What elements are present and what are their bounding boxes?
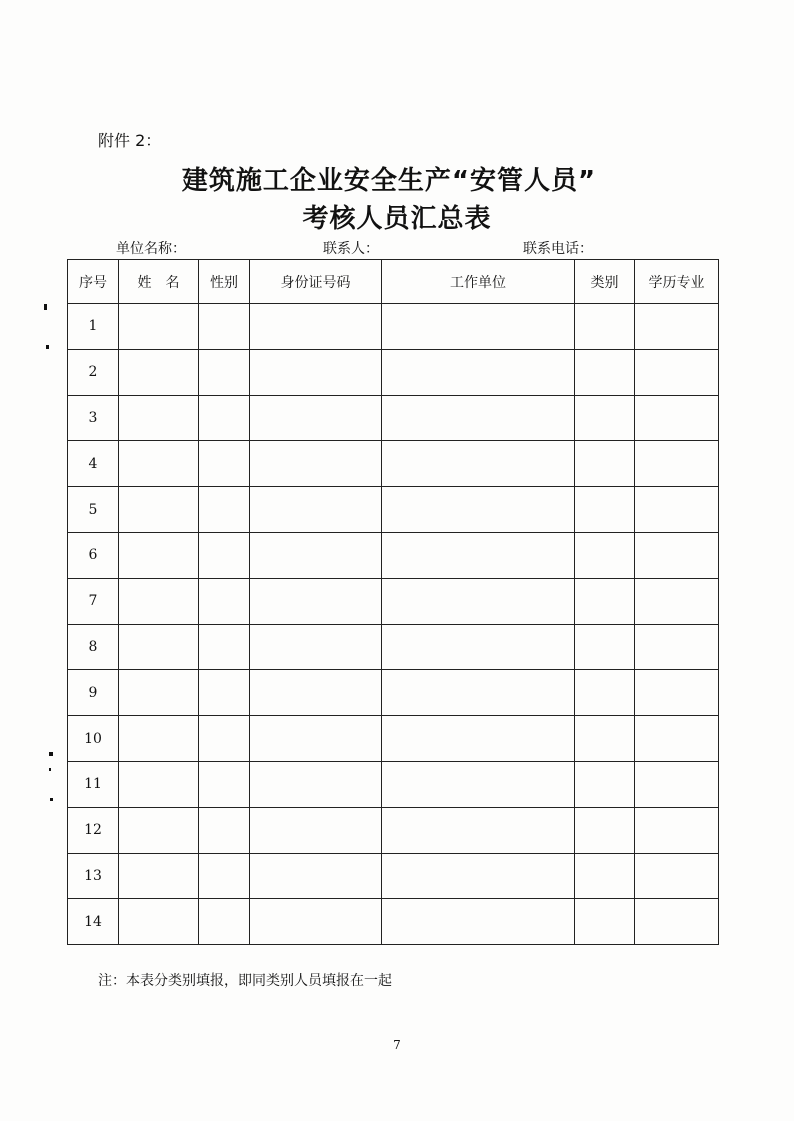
row-index-cell: 2 — [68, 349, 119, 395]
row-index-cell: 3 — [68, 395, 119, 441]
name-cell[interactable] — [119, 395, 199, 441]
footnote: 注：本表分类别填报，即同类别人员填报在一起 — [98, 973, 392, 989]
education-cell[interactable] — [635, 487, 719, 533]
id-number-cell[interactable] — [250, 578, 382, 624]
name-cell[interactable] — [119, 349, 199, 395]
category-cell[interactable] — [575, 899, 635, 945]
header-education: 学历专业 — [635, 260, 719, 304]
education-cell[interactable] — [635, 395, 719, 441]
work-unit-cell[interactable] — [382, 716, 575, 762]
table-row — [68, 532, 719, 578]
education-cell[interactable] — [635, 807, 719, 853]
education-cell[interactable] — [635, 624, 719, 670]
table-row — [68, 807, 719, 853]
category-cell[interactable] — [575, 716, 635, 762]
category-cell[interactable] — [575, 532, 635, 578]
work-unit-cell[interactable] — [382, 578, 575, 624]
gender-cell[interactable] — [199, 532, 250, 578]
category-cell[interactable] — [575, 304, 635, 350]
table-row — [68, 670, 719, 716]
work-unit-cell[interactable] — [382, 441, 575, 487]
gender-cell[interactable] — [199, 807, 250, 853]
header-work-unit: 工作单位 — [382, 260, 575, 304]
category-cell[interactable] — [575, 578, 635, 624]
category-cell[interactable] — [575, 349, 635, 395]
name-cell[interactable] — [119, 807, 199, 853]
row-index-cell: 6 — [68, 532, 119, 578]
id-number-cell[interactable] — [250, 899, 382, 945]
category-cell[interactable] — [575, 395, 635, 441]
gender-cell[interactable] — [199, 670, 250, 716]
work-unit-cell[interactable] — [382, 670, 575, 716]
gender-cell[interactable] — [199, 578, 250, 624]
name-cell[interactable] — [119, 487, 199, 533]
summary-table — [67, 259, 719, 945]
table-row — [68, 899, 719, 945]
name-cell[interactable] — [119, 670, 199, 716]
work-unit-cell[interactable] — [382, 853, 575, 899]
name-cell[interactable] — [119, 899, 199, 945]
work-unit-cell[interactable] — [382, 532, 575, 578]
row-index-cell: 9 — [68, 670, 119, 716]
education-cell[interactable] — [635, 899, 719, 945]
education-cell[interactable] — [635, 532, 719, 578]
name-cell[interactable] — [119, 716, 199, 762]
category-cell[interactable] — [575, 761, 635, 807]
row-index-cell: 11 — [68, 761, 119, 807]
category-cell[interactable] — [575, 487, 635, 533]
education-cell[interactable] — [635, 304, 719, 350]
category-cell[interactable] — [575, 853, 635, 899]
row-index-cell: 13 — [68, 853, 119, 899]
header-index: 序号 — [68, 260, 119, 304]
gender-cell[interactable] — [199, 716, 250, 762]
work-unit-cell[interactable] — [382, 624, 575, 670]
gender-cell[interactable] — [199, 304, 250, 350]
work-unit-cell[interactable] — [382, 899, 575, 945]
education-cell[interactable] — [635, 670, 719, 716]
table-row — [68, 349, 719, 395]
category-cell[interactable] — [575, 624, 635, 670]
name-cell[interactable] — [119, 853, 199, 899]
work-unit-cell[interactable] — [382, 304, 575, 350]
table-row — [68, 761, 719, 807]
gender-cell[interactable] — [199, 349, 250, 395]
row-index-cell: 7 — [68, 578, 119, 624]
attachment-label: 附件 2： — [98, 131, 162, 150]
row-index-cell: 10 — [68, 716, 119, 762]
row-index-cell: 12 — [68, 807, 119, 853]
header-category: 类别 — [575, 260, 635, 304]
table-row — [68, 304, 719, 350]
table-row — [68, 487, 719, 533]
work-unit-cell[interactable] — [382, 395, 575, 441]
education-cell[interactable] — [635, 716, 719, 762]
gender-cell[interactable] — [199, 487, 250, 533]
scan-speck-mark — [50, 798, 53, 801]
unit-name-label: 单位名称： — [116, 241, 186, 257]
document-title-line-2: 考核人员汇总表 — [302, 204, 492, 234]
scan-speck-mark — [49, 752, 53, 756]
id-number-cell[interactable] — [250, 761, 382, 807]
education-cell[interactable] — [635, 853, 719, 899]
category-cell[interactable] — [575, 807, 635, 853]
header-id-number: 身份证号码 — [250, 260, 382, 304]
id-number-cell[interactable] — [250, 853, 382, 899]
id-number-cell[interactable] — [250, 670, 382, 716]
id-number-cell[interactable] — [250, 532, 382, 578]
work-unit-cell[interactable] — [382, 349, 575, 395]
education-cell[interactable] — [635, 761, 719, 807]
work-unit-cell[interactable] — [382, 807, 575, 853]
education-cell[interactable] — [635, 578, 719, 624]
row-index-cell: 4 — [68, 441, 119, 487]
table-row — [68, 395, 719, 441]
gender-cell[interactable] — [199, 899, 250, 945]
scan-speck-mark — [44, 304, 47, 310]
id-number-cell[interactable] — [250, 304, 382, 350]
id-number-cell[interactable] — [250, 349, 382, 395]
education-cell[interactable] — [635, 441, 719, 487]
header-name: 姓 名 — [119, 260, 199, 304]
table-row — [68, 578, 719, 624]
table-row — [68, 716, 719, 762]
table-row — [68, 441, 719, 487]
id-number-cell[interactable] — [250, 487, 382, 533]
name-cell[interactable] — [119, 578, 199, 624]
table-row — [68, 624, 719, 670]
document-title-line-1: 建筑施工企业安全生产“安管人员” — [181, 166, 597, 196]
row-index-cell: 5 — [68, 487, 119, 533]
gender-cell[interactable] — [199, 624, 250, 670]
table-header-row — [68, 260, 719, 304]
gender-cell[interactable] — [199, 853, 250, 899]
id-number-cell[interactable] — [250, 395, 382, 441]
gender-cell[interactable] — [199, 441, 250, 487]
contact-label: 联系人： — [323, 241, 379, 257]
gender-cell[interactable] — [199, 395, 250, 441]
id-number-cell[interactable] — [250, 807, 382, 853]
row-index-cell: 14 — [68, 899, 119, 945]
scan-speck-mark — [46, 345, 49, 349]
id-number-cell[interactable] — [250, 624, 382, 670]
page-number: 7 — [393, 1038, 401, 1052]
header-gender: 性别 — [199, 260, 250, 304]
name-cell[interactable] — [119, 532, 199, 578]
table-row — [68, 853, 719, 899]
id-number-cell[interactable] — [250, 716, 382, 762]
scan-speck-mark — [49, 768, 51, 771]
name-cell[interactable] — [119, 304, 199, 350]
name-cell[interactable] — [119, 441, 199, 487]
work-unit-cell[interactable] — [382, 487, 575, 533]
gender-cell[interactable] — [199, 761, 250, 807]
category-cell[interactable] — [575, 670, 635, 716]
name-cell[interactable] — [119, 761, 199, 807]
name-cell[interactable] — [119, 624, 199, 670]
id-number-cell[interactable] — [250, 441, 382, 487]
row-index-cell: 8 — [68, 624, 119, 670]
category-cell[interactable] — [575, 441, 635, 487]
work-unit-cell[interactable] — [382, 761, 575, 807]
phone-label: 联系电话： — [523, 241, 593, 257]
row-index-cell: 1 — [68, 304, 119, 350]
education-cell[interactable] — [635, 349, 719, 395]
